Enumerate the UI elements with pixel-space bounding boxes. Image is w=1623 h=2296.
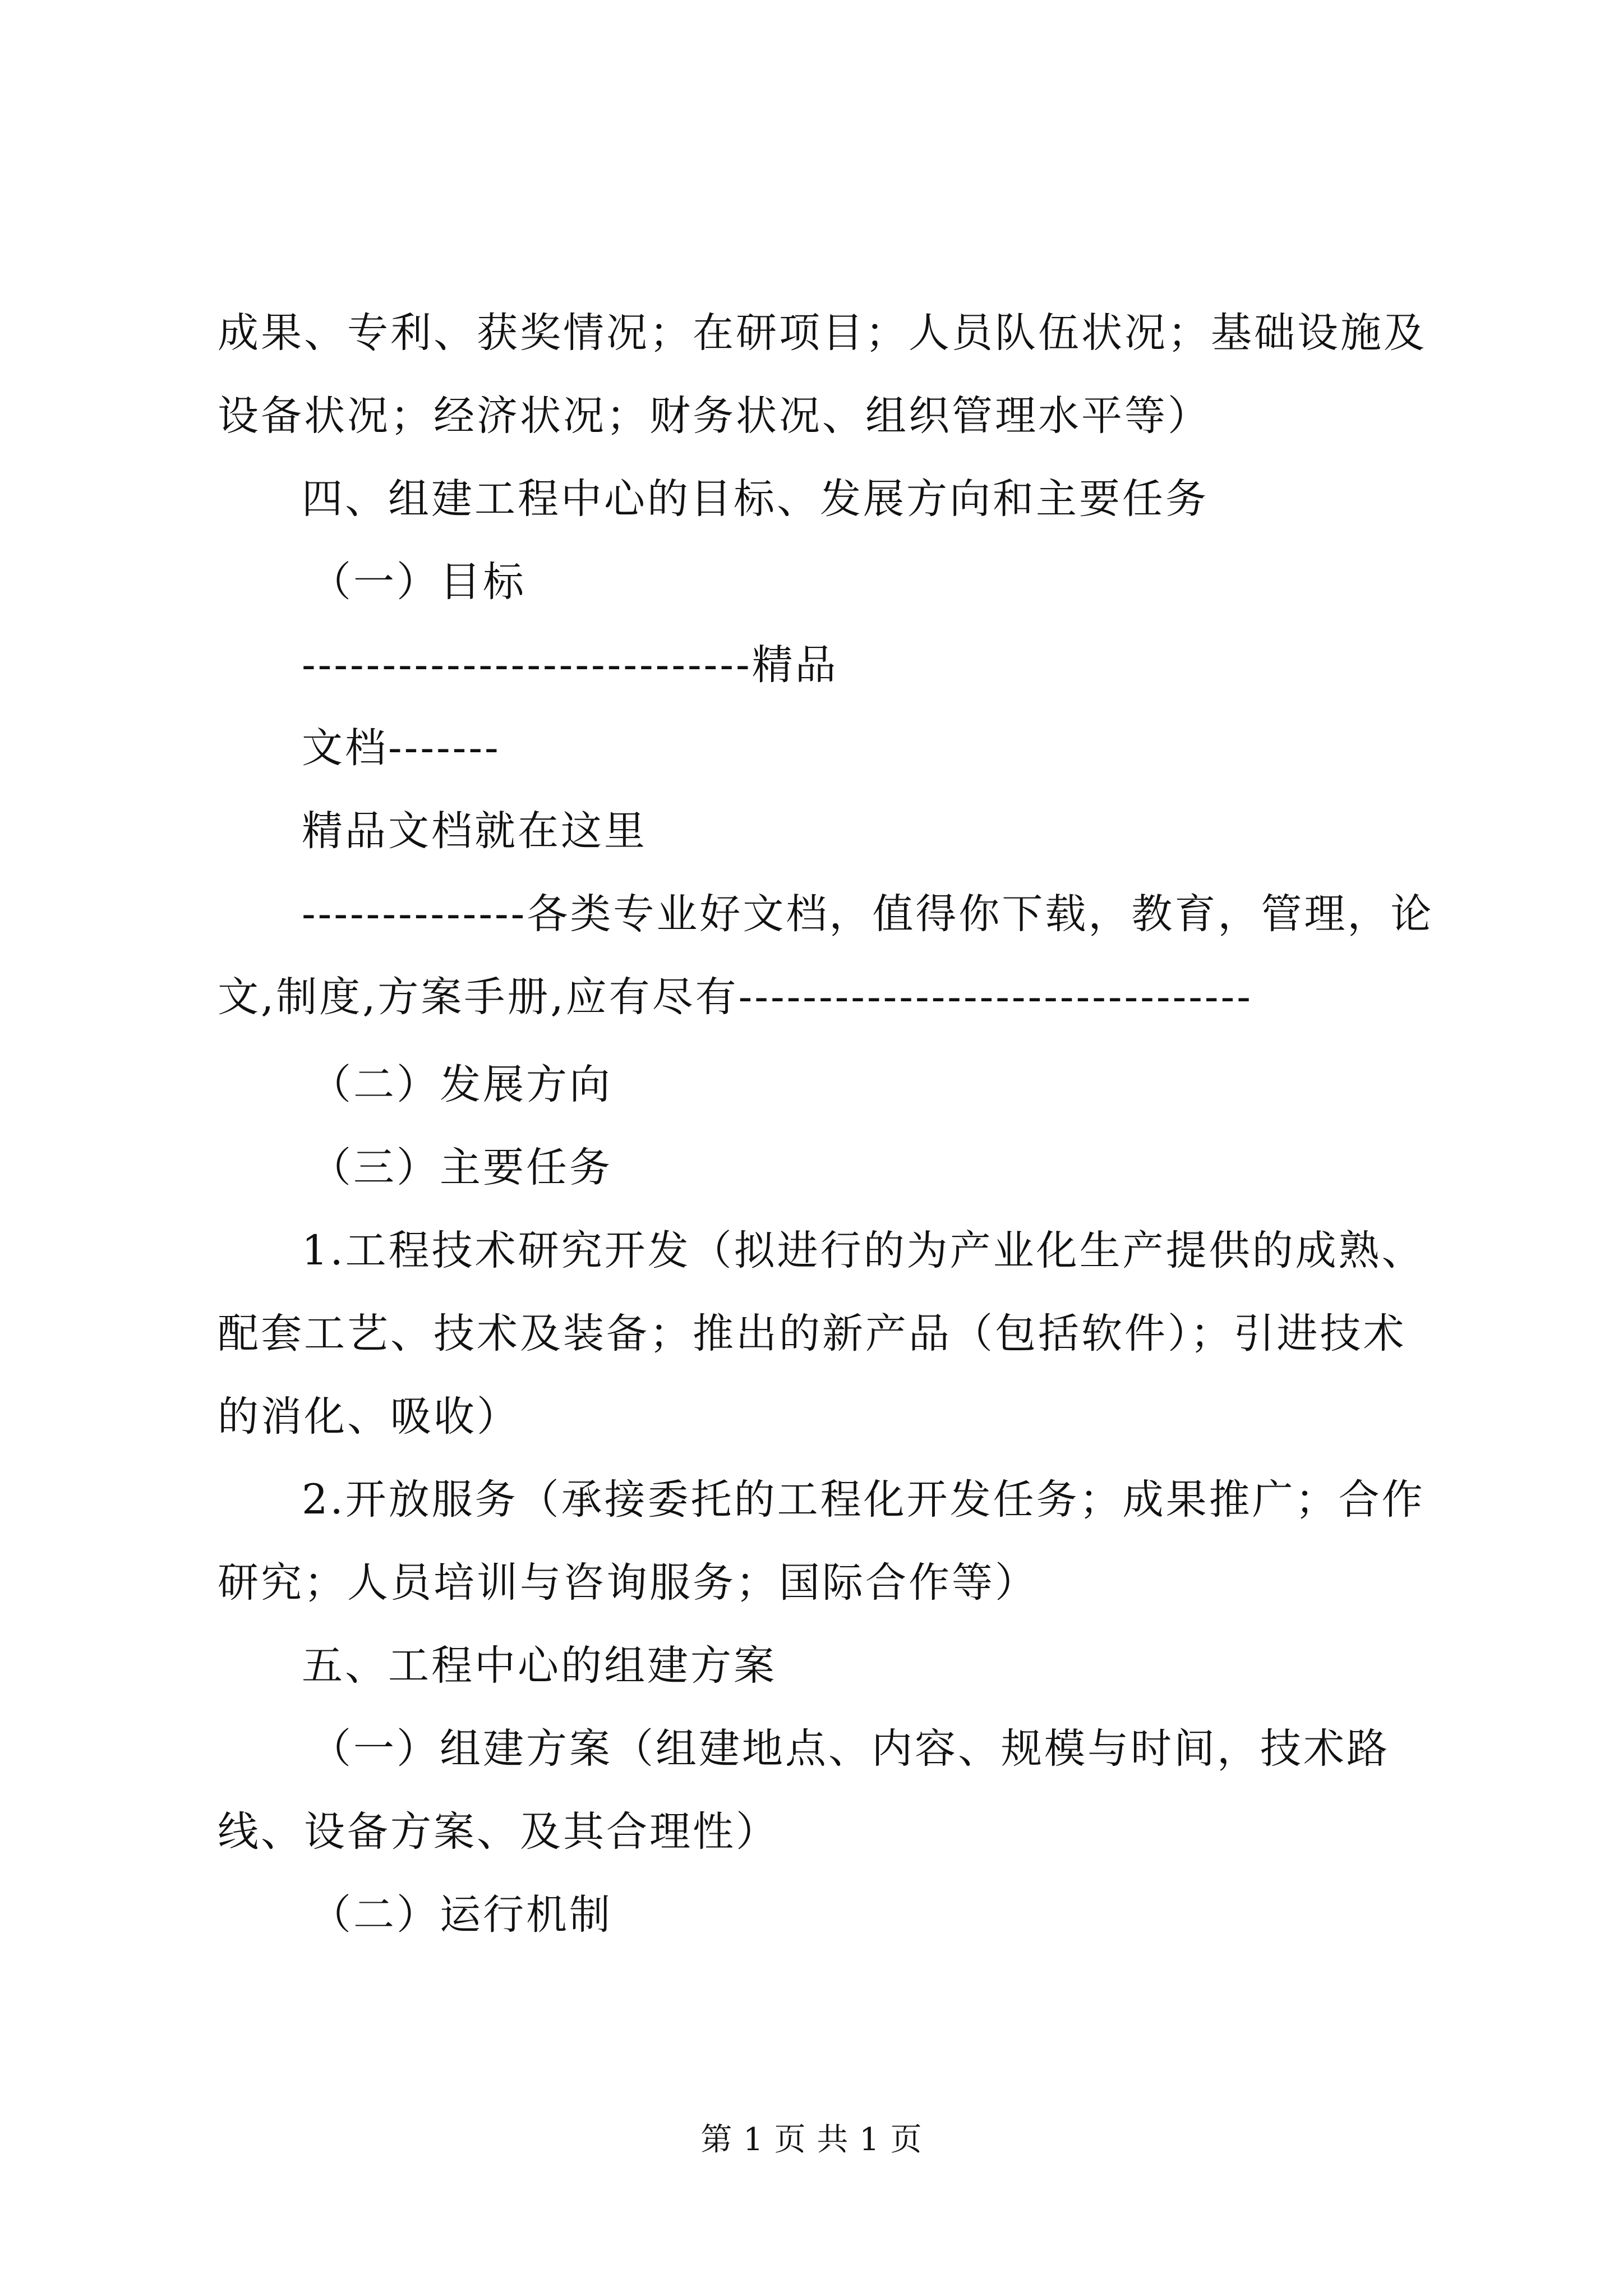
paragraph-build-plan: （一）组建方案（组建地点、内容、规模与时间，技术路线、设备方案、及其合理性）	[218, 1725, 1390, 1856]
subheading-operating-mechanism: （二）运行机制	[310, 1891, 612, 1939]
heading-section-five: 五、工程中心的组建方案	[302, 1642, 777, 1690]
subheading-goal: （一）目标	[310, 558, 526, 606]
paragraph-task-1: 1.工程技术研究开发（拟进行的为产业化生产提供的成熟、配套工艺、技术及装备；推出的新产品（包括软件）；引进技术的消化、吸收）	[218, 1227, 1425, 1441]
subheading-development-direction: （二）发展方向	[310, 1061, 612, 1108]
paragraph-achievements-continued: 成果、专利、获奖情况；在研项目；人员队伍状况；基础设施及设备状况；经济状况；财务状况、组织管理水平等）	[218, 309, 1427, 440]
watermark-line-2: 文档-------	[302, 724, 501, 772]
subheading-main-tasks: （三）主要任务	[310, 1144, 612, 1191]
watermark-line-3: 精品文档就在这里	[302, 807, 647, 855]
paragraph-task-2: 2.开放服务（承接委托的工程化开发任务；成果推广；合作研究；人员培训与咨询服务；国际合作等）	[218, 1476, 1425, 1607]
watermark-line-4: --------------各类专业好文档，值得你下载，教育，管理，论文,制度,方案手册,应有尽有--------------------------------	[218, 890, 1434, 1021]
heading-section-four: 四、组建工程中心的目标、发展方向和主要任务	[302, 475, 1209, 523]
page-number-footer: 第 1 页 共 1 页	[700, 2122, 923, 2158]
document-body	[218, 292, 1440, 1957]
watermark-line-1: ----------------------------精品	[302, 641, 838, 689]
